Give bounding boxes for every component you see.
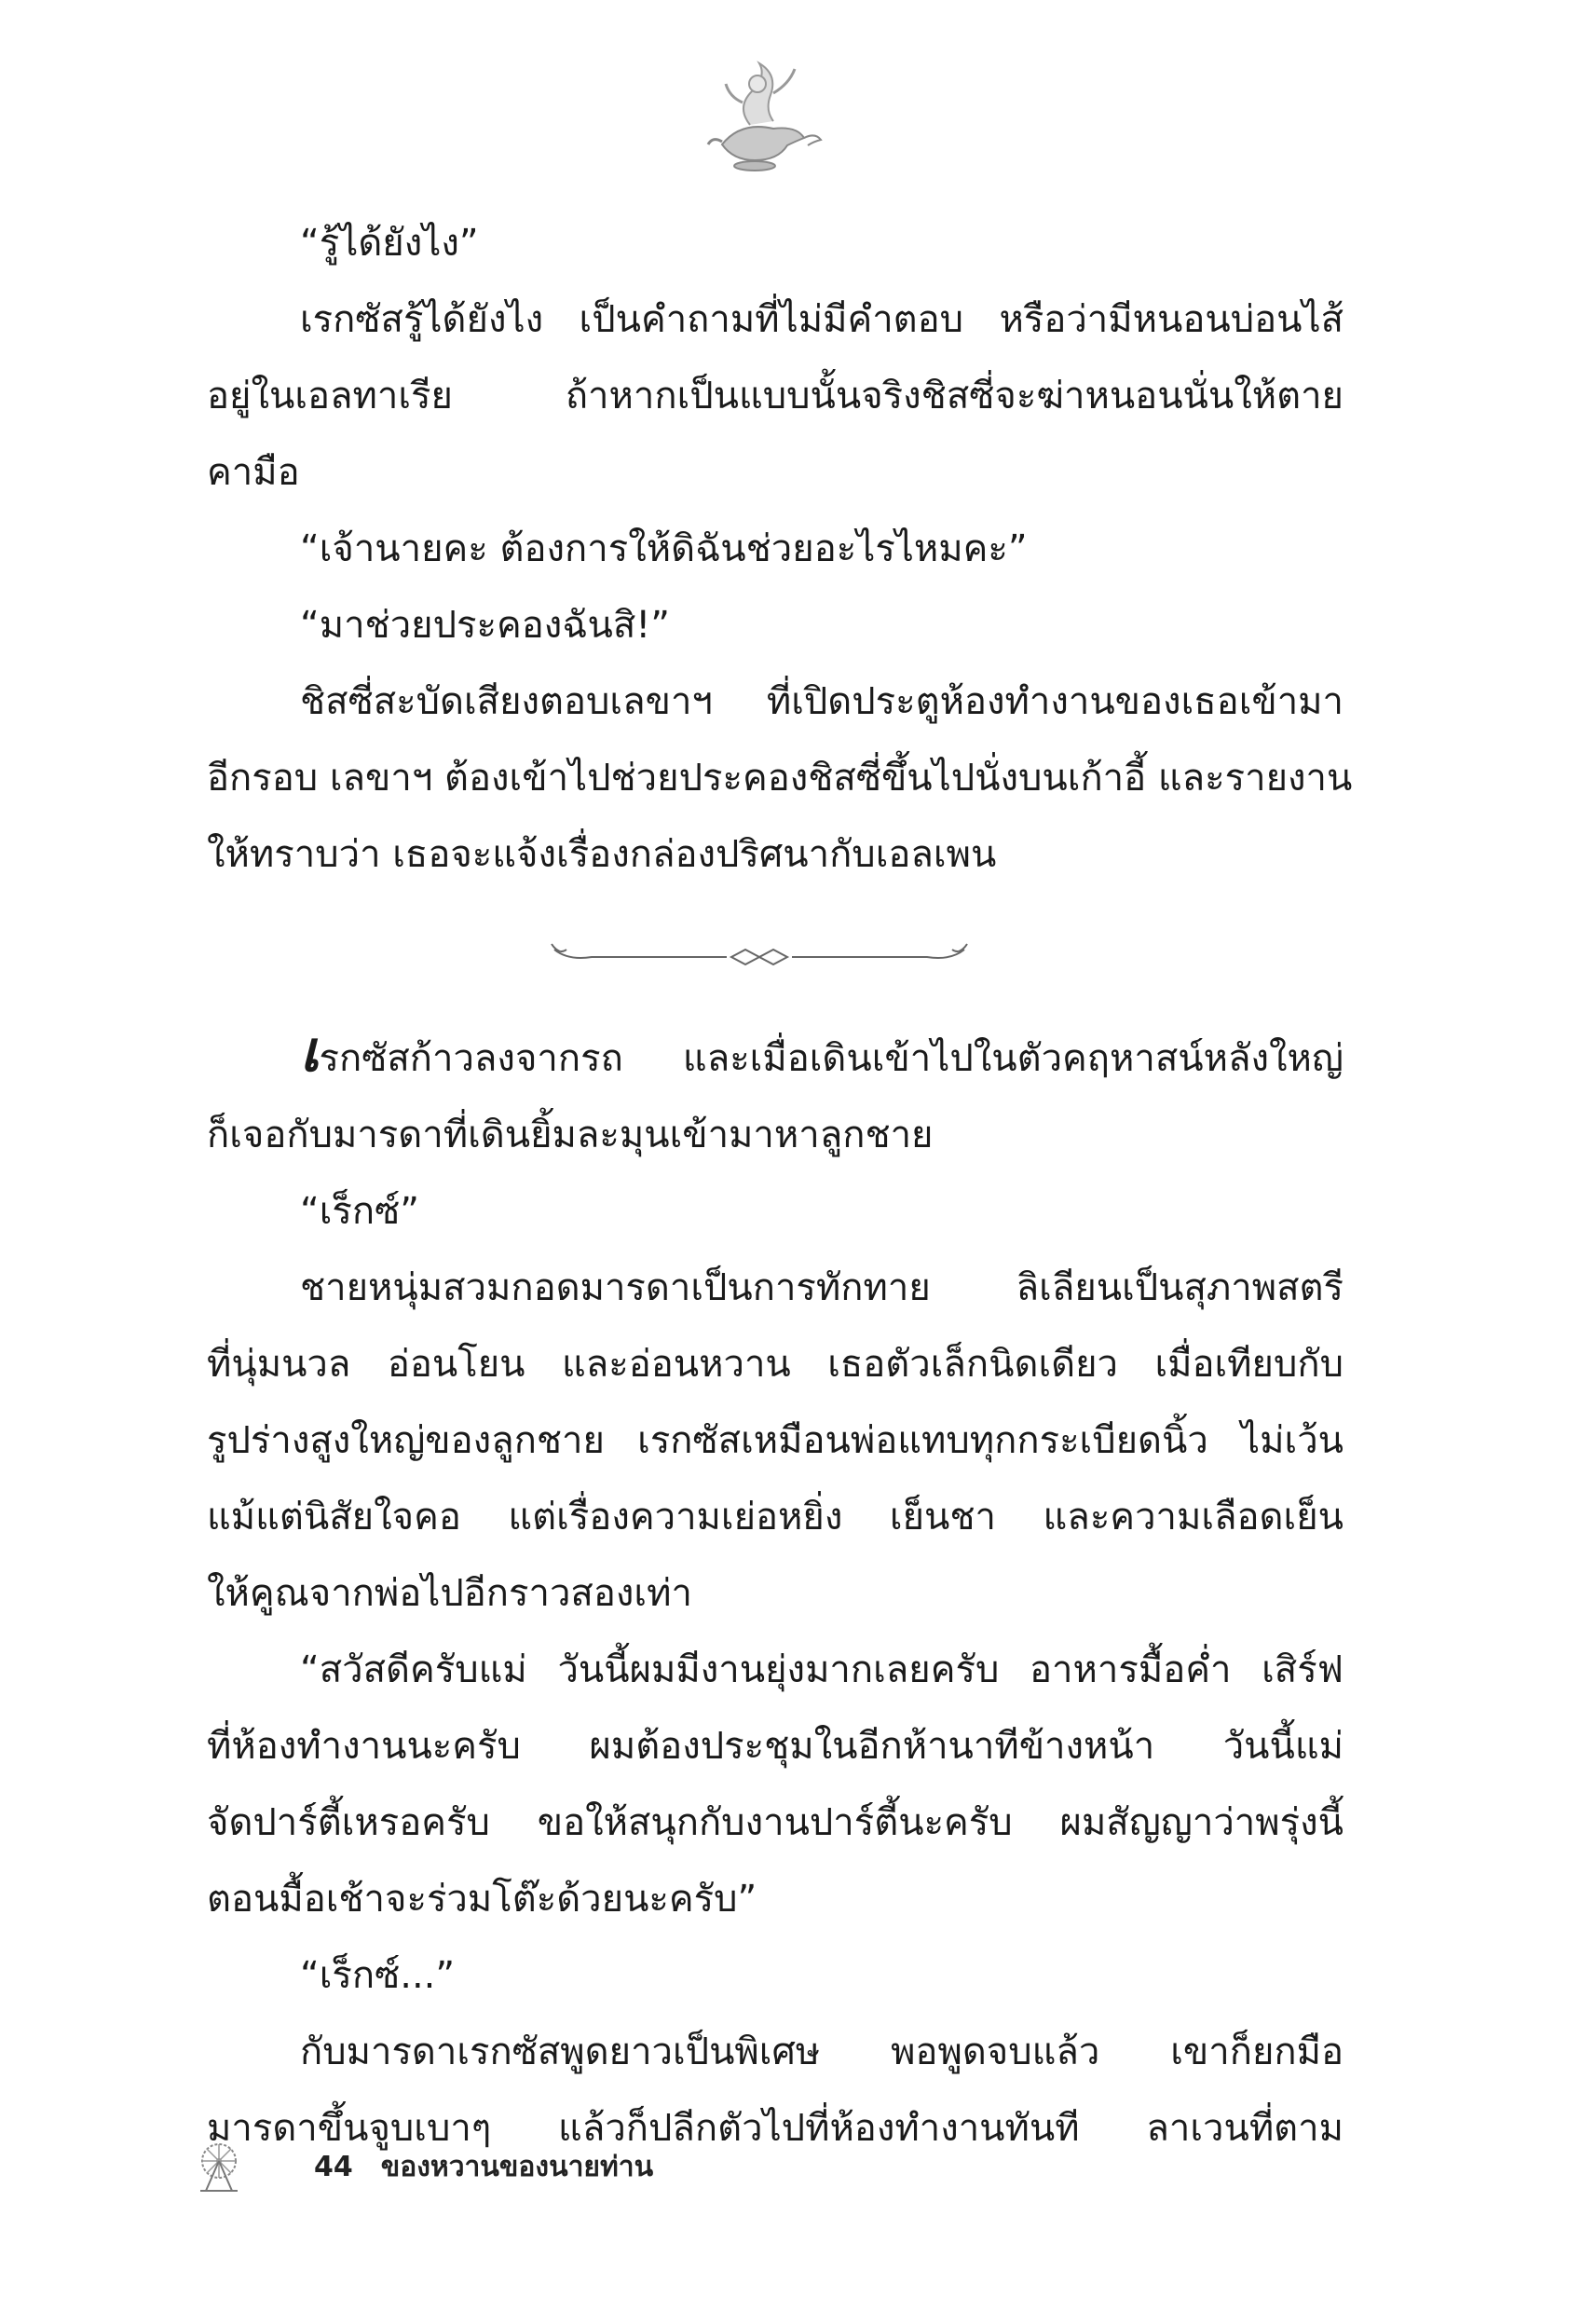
paragraph-line: ก็เจอกับมารดาที่เดินยิ้มละมุนเข้ามาหาลูกชาย — [207, 1114, 934, 1156]
paragraph-line: รูปร่างสูงใหญ่ของลูกชาย เรกซัสเหมือนพ่อแทบทุกกระเบียดนิ้ว ไม่เว้น — [207, 1419, 1344, 1462]
paragraph-line: มารดาขึ้นจูบเบาๆ แล้วก็ปลีกตัวไปที่ห้องทำงานทันที ลาเวนที่ตาม — [207, 2107, 1344, 2150]
ornamental-divider-icon — [550, 937, 969, 974]
paragraph-line: “เร็กซ์” — [300, 1190, 419, 1233]
paragraph-line: “เจ้านายคะ ต้องการให้ดิฉันช่วยอะไรไหมคะ” — [300, 527, 1028, 570]
page-number: 44 — [314, 2150, 353, 2183]
paragraph-line: ให้ทราบว่า เธอจะแจ้งเรื่องกล่องปริศนากับเอลเพน — [207, 833, 997, 876]
paragraph-line: กับมารดาเรกซัสพูดยาวเป็นพิเศษ พอพูดจบแล้ว เขาก็ยกมือ — [300, 2031, 1344, 2073]
paragraph-line: ให้คูณจากพ่อไปอีกราวสองเท่า — [207, 1572, 692, 1615]
paragraph-line: เรกซัสรู้ได้ยังไง เป็นคำถามที่ไม่มีคำตอบ หรือว่ามีหนอนบ่อนไส้ — [300, 298, 1344, 341]
paragraph-line-first — [207, 1020, 1344, 1097]
paragraph-line: “เร็กซ์...” — [300, 1954, 456, 1997]
paragraph-line: ชายหนุ่มสวมกอดมารดาเป็นการทักทาย ลิเลียนเป็นสุภาพสตรี — [300, 1266, 1344, 1309]
paragraph-line: อีกรอบ เลขาฯ ต้องเข้าไปช่วยประคองชิสซี่ขึ้นไปนั่งบนเก้าอี้ และรายงาน — [207, 757, 1353, 800]
paragraph-line: ชิสซี่สะบัดเสียงตอบเลขาฯ ที่เปิดประตูห้องทำงานของเธอเข้ามา — [300, 680, 1344, 723]
first-line-text: รกซัสก้าวลงจากรถ และเมื่อเดินเข้าไปในตัวคฤหาสน์หลังใหญ่ — [319, 1037, 1344, 1080]
paragraph-line: “รู้ได้ยังไง” — [300, 222, 479, 265]
paragraph-line: ที่นุ่มนวล อ่อนโยน และอ่อนหวาน เธอตัวเล็กนิดเดียว เมื่อเทียบกับ — [207, 1343, 1344, 1386]
page-footer — [191, 2139, 653, 2195]
paragraph-line: ที่ห้องทำงานนะครับ ผมต้องประชุมในอีกห้านาทีข้างหน้า วันนี้แม่ — [207, 1725, 1344, 1768]
paragraph-line: “มาช่วยประคองฉันสิ!” — [300, 604, 671, 647]
paragraph-line: อยู่ในเอลทาเรีย ถ้าหากเป็นแบบนั้นจริงชิสซี่จะฆ่าหนอนนั่นให้ตาย — [207, 375, 1344, 417]
text-block-1 — [207, 205, 1353, 893]
ferris-wheel-icon — [191, 2139, 247, 2195]
drop-cap: เ — [300, 1019, 320, 1085]
paragraph-line: “สวัสดีครับแม่ วันนี้ผมมีงานยุ่งมากเลยครับ อาหารมื้อค่ำ เสิร์ฟ — [300, 1648, 1344, 1691]
genie-lamp-icon — [685, 56, 825, 177]
paragraph-line: จัดปาร์ตี้เหรอครับ ขอให้สนุกกับงานปาร์ตี้นะครับ ผมสัญญาว่าพรุ่งนี้ — [207, 1801, 1344, 1844]
book-title: ของหวานของนายท่าน — [380, 2150, 654, 2183]
paragraph-line: คามือ — [207, 451, 300, 494]
text-block-2 — [207, 1020, 1344, 2167]
paragraph-line: ตอนมื้อเช้าจะร่วมโต๊ะด้วยนะครับ” — [207, 1878, 757, 1921]
paragraph-line: แม้แต่นิสัยใจคอ แต่เรื่องความเย่อหยิ่ง เย็นชา และความเลือดเย็น — [207, 1496, 1344, 1538]
